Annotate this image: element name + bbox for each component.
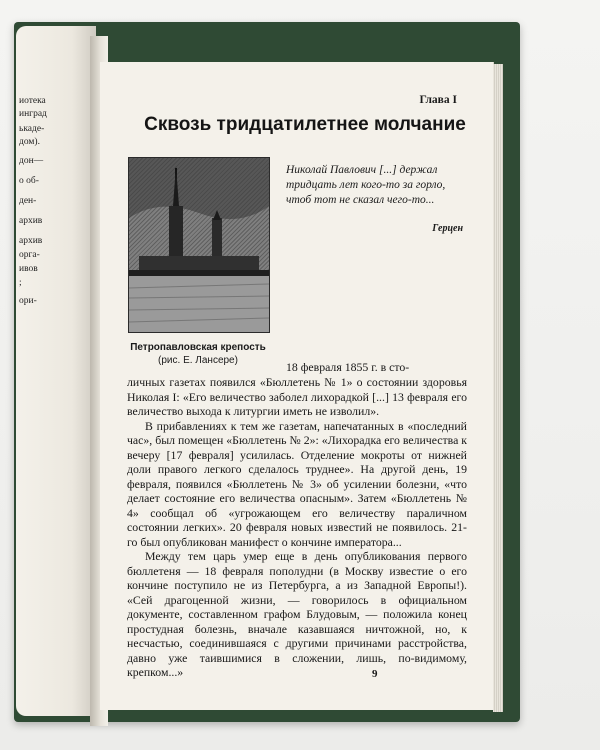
fortress-drawing xyxy=(129,158,269,332)
figure-caption xyxy=(118,341,278,367)
chapter-label: Глава I xyxy=(419,94,457,106)
left-page-line: инград xyxy=(19,109,47,119)
fortress-illustration xyxy=(128,157,270,333)
left-page xyxy=(16,26,96,716)
body-text xyxy=(127,375,467,680)
left-page-line: ькаде- xyxy=(19,124,45,134)
page-edges xyxy=(493,64,503,712)
left-page-line: о об- xyxy=(19,176,39,186)
left-page-line: дом). xyxy=(19,137,40,147)
epigraph-text: Николай Павлович [...] держал тридцать лет кого-то за горло, чтоб тот не сказал чего-то... xyxy=(286,164,446,206)
left-page-line: орга- xyxy=(19,250,40,260)
left-page-line: ден- xyxy=(19,196,37,206)
paragraph-1: личных газетах появился «Бюллетень № 1» о состоянии здоровья Николая I: «Его величество заболел лихорадкой [...] 13 февраля его величество выхода к литургии иметь не изволил». xyxy=(127,375,467,418)
paragraph-1-opening: 18 февраля 1855 г. в сто- xyxy=(286,360,410,374)
left-page-line: дон— xyxy=(19,156,44,166)
paragraph-2: В прибавлениях к тем же газетам, напечатанных в «последний час», был помещен «Бюллетень № 2»: «Лихорадка его величества к вечеру [17 февраля] усилилась. Отделение мокроты от нижней доли правого легкого сделалось труднее». На другой день, 19 февраля, появился «Бюллетень № 3» об усилении болезни, «что делает состояние его величества опасным». Затем «Бюллетень № 4» сообщал об «угрожающем его величеству параличном состоянии легких». 20 февраля новых известий не появилось. 21-го был опубликован манифест о кончине императора... xyxy=(127,418,467,549)
left-page-line: ; xyxy=(19,278,22,288)
paragraph-3: Между тем царь умер еще в день опубликования первого бюллетеня — 18 февраля пополудни (в Москву известие о его кончине поступило не из Петербурга, а из Западной Европы!). «Сей драгоценной жизни, — говорилось в официальном документе, составленном графом Блудовым, — положила конец простудная болезнь, вначале казавшаяся ничтожной, но, к несчастью, соединившаяся с другими причинами расстройства, давно уже таившимися в сложении, лишь, по-видимому, крепком...» xyxy=(127,549,467,679)
page-number: 9 xyxy=(372,668,378,680)
figure-caption-credit: (рис. Е. Лансере) xyxy=(158,355,238,366)
figure-caption-title: Петропавловская крепость xyxy=(130,342,266,353)
left-page-line: ивов xyxy=(19,264,38,274)
right-page xyxy=(100,62,494,710)
left-page-line: архив xyxy=(19,236,43,246)
left-page-line: иотека xyxy=(19,96,46,106)
chapter-title: Сквозь тридцатилетнее молчание xyxy=(144,114,466,135)
left-page-line: ори- xyxy=(19,296,37,306)
epigraph-author: Герцен xyxy=(432,223,463,234)
left-page-line: архив xyxy=(19,216,43,226)
